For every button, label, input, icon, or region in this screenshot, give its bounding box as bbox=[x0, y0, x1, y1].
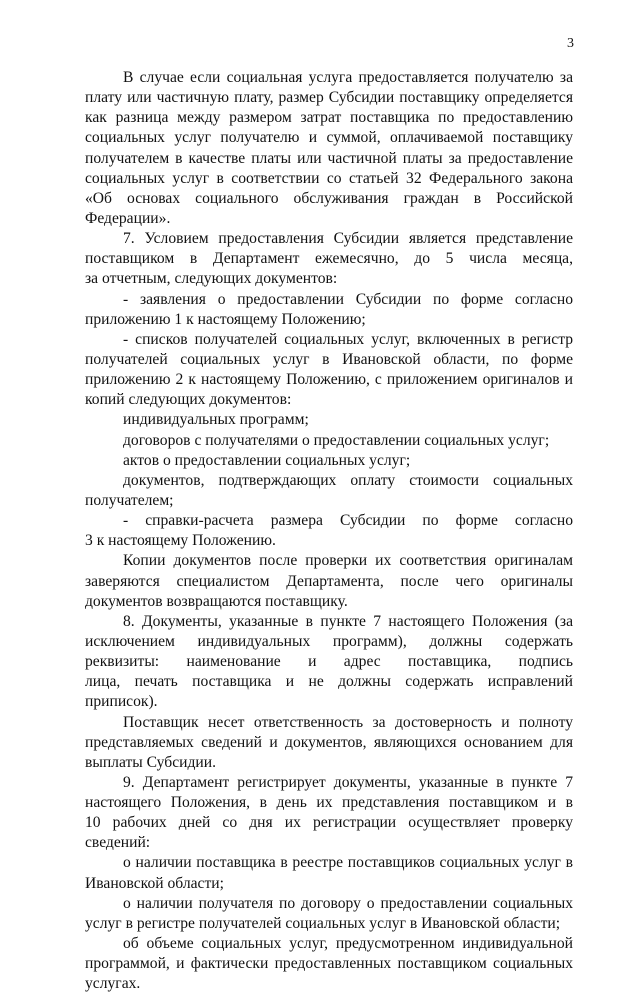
text-line: получателей социальных услуг в Ивановской области, по форме bbox=[85, 350, 573, 368]
text-line: Федерации». bbox=[85, 209, 171, 227]
text-line: Копии документов после проверки их соответствия оригиналам bbox=[123, 552, 573, 570]
text-line: плату или частичную плату, размер Субсидии поставщику определяется bbox=[85, 89, 573, 107]
text-line: о наличии получателя по договору о предоставлении социальных bbox=[123, 894, 573, 912]
text-line: о наличии поставщика в реестре поставщиков социальных услуг в bbox=[123, 854, 573, 872]
text-line: документов, подтверждающих оплату стоимости социальных bbox=[123, 471, 573, 489]
text-line: приложению 1 к настоящему Положению; bbox=[85, 310, 366, 328]
text-line: социальных услуг получателю и суммой, оплачиваемой поставщику bbox=[85, 129, 573, 147]
text-line: - списков получателей социальных услуг, включенных в регистр bbox=[123, 330, 573, 348]
text-line: приложению 2 к настоящему Положению, с приложением оригиналов и bbox=[85, 371, 573, 389]
text-line: заверяются специалистом Департамента, после чего оригиналы bbox=[85, 572, 573, 590]
text-line: реквизиты: наименование и адрес поставщика, подпись bbox=[85, 653, 573, 671]
text-line: об объеме социальных услуг, предусмотренном индивидуальной bbox=[123, 935, 573, 953]
text-line: В случае если социальная услуга предоставляется получателю за bbox=[123, 69, 573, 86]
text-line: 8. Документы, указанные в пункте 7 настоящего Положения (за bbox=[123, 612, 573, 630]
text-line: приписок). bbox=[85, 693, 158, 711]
text-line: поставщиком в Департамент ежемесячно, до 5 числа месяца, bbox=[85, 250, 573, 268]
text-line: - справки-расчета размера Субсидии по форме согласно bbox=[123, 512, 573, 530]
text-line: как разница между размером затрат поставщика по предоставлению bbox=[85, 109, 573, 127]
text-line: настоящего Положения, в день их представления поставщиком и в bbox=[85, 794, 573, 812]
text-line: 10 рабочих дней со дня их регистрации осуществляет проверку bbox=[85, 814, 573, 832]
text-line: исключением индивидуальных программ), должны содержать bbox=[85, 632, 573, 650]
text-line: копий следующих документов: bbox=[85, 391, 292, 409]
page-number: 3 bbox=[567, 36, 574, 51]
text-line: за отчетным, следующих документов: bbox=[85, 270, 338, 288]
text-line: представляемых сведений и документов, являющихся основанием для bbox=[85, 733, 573, 751]
text-line: 3 к настоящему Положению. bbox=[85, 532, 276, 550]
text-line: Поставщик несет ответственность за достоверность и полноту bbox=[123, 713, 573, 731]
text-line: индивидуальных программ; bbox=[123, 411, 309, 429]
text-line: «Об основах социального обслуживания граждан в Российской bbox=[85, 189, 573, 207]
text-line: - заявления о предоставлении Субсидии по форме согласно bbox=[123, 290, 573, 308]
text-line: документов возвращаются поставщику. bbox=[85, 592, 348, 610]
text-line: услугах. bbox=[85, 975, 141, 993]
document-body bbox=[85, 68, 573, 994]
text-line: выплаты Субсидии. bbox=[85, 753, 217, 771]
text-line: лица, печать поставщика и не должны содержать исправлений bbox=[85, 673, 573, 691]
text-line: актов о предоставлении социальных услуг; bbox=[123, 451, 411, 469]
text-line: получателем; bbox=[85, 491, 174, 509]
text-line: сведений: bbox=[85, 834, 151, 852]
text-line: социальных услуг в соответствии со статьей 32 Федерального закона bbox=[85, 169, 573, 187]
text-line: Ивановской области; bbox=[85, 874, 224, 892]
text-line: 7. Условием предоставления Субсидии является представление bbox=[123, 230, 573, 248]
text-line: услуг в регистре получателей социальных услуг в Ивановской области; bbox=[85, 914, 561, 932]
text-line: 9. Департамент регистрирует документы, указанные в пункте 7 bbox=[123, 773, 573, 791]
text-line: получателем в качестве платы или частичной платы за предоставление bbox=[85, 149, 573, 167]
text-line: договоров с получателями о предоставлении социальных услуг; bbox=[123, 431, 550, 449]
text-line: программой, и фактически предоставленных поставщиком социальных bbox=[85, 955, 573, 973]
